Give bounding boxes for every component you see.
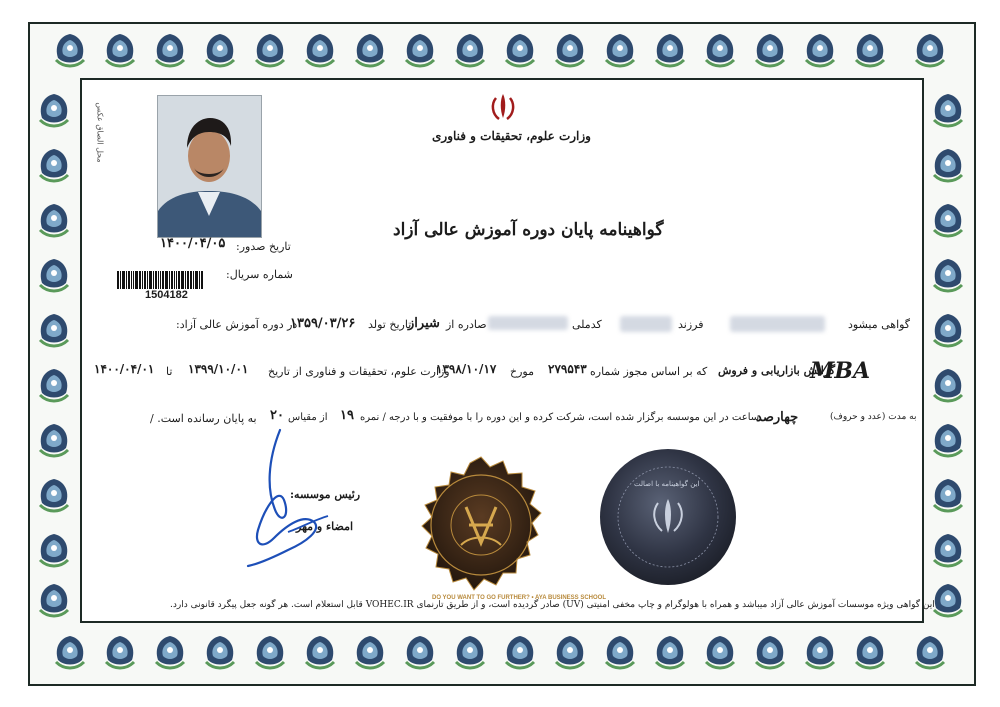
ministry-name: وزارت علوم، تحقیقات و فناوری xyxy=(432,129,591,143)
national-code-redacted xyxy=(488,316,568,330)
line1-city: شیراز xyxy=(408,316,440,331)
line1-birth-date: ۱۳۵۹/۰۳/۲۶ xyxy=(290,316,356,331)
footer-note: این گواهی ویژه موسسات آموزش عالی آزاد میباشد و همراه با هولوگرام و چاپ مخفی امنیتی (UV) صادر گردیده است، و از طریق تارنمای VOHEC.IR قابل استعلام است. هر گونه جعل پیگرد قانونی دارد. xyxy=(170,600,935,610)
program-name: MBA xyxy=(810,358,871,384)
institute-gold-seal xyxy=(406,455,556,605)
photo-note: محل الصاق عکس xyxy=(95,102,105,163)
hours-words: چهارصد xyxy=(756,410,799,425)
line1-tail: در دوره آموزش عالی آزاد: xyxy=(176,318,298,331)
line1-lead: گواهی میشود xyxy=(848,318,911,331)
signature-sign-label: امضاء و مهر xyxy=(296,520,354,533)
line3-tail: به پایان رسانده است. / xyxy=(150,412,257,425)
line1-national-code: کدملی xyxy=(572,318,602,331)
serial-label: شماره سریال: xyxy=(226,268,293,281)
student-photo xyxy=(157,95,262,238)
permit-date: ۱۳۹۸/۱۰/۱۷ xyxy=(436,362,497,376)
end-date: ۱۴۰۰/۰۴/۰۱ xyxy=(94,362,155,376)
line2-dated: مورخ xyxy=(510,365,534,378)
line2-to: تا xyxy=(166,365,173,378)
father-name-redacted xyxy=(620,316,672,332)
name-redacted xyxy=(730,316,825,332)
serial-number: 1504182 xyxy=(145,289,188,301)
line3-out-of: از مقیاس xyxy=(288,412,328,423)
issue-date: ۱۴۰۰/۰۴/۰۵ xyxy=(160,236,226,251)
hologram-seal xyxy=(598,447,738,587)
grade: ۱۹ xyxy=(340,408,354,423)
certificate-title: گواهینامه پایان دوره آموزش عالی آزاد xyxy=(393,220,664,240)
hologram-text: این گواهینامه با اصالت xyxy=(634,480,700,488)
signature-role: رئیس موسسه: xyxy=(290,488,361,501)
permit-number: ۲۷۹۵۴۳ xyxy=(548,362,587,376)
line2-basis: که بر اساس مجوز شماره xyxy=(590,365,708,378)
start-date: ۱۳۹۹/۱۰/۰۱ xyxy=(188,362,249,376)
line1-child-of: فرزند xyxy=(678,318,704,331)
line1-birth-label: تاریخ تولد xyxy=(368,318,412,331)
handwritten-signature xyxy=(228,420,348,570)
duration-label: به مدت (عدد و حروف) xyxy=(830,412,917,422)
gold-seal-text: DO YOU WANT TO GO FURTHER? • AYA BUSINESS SCHOOL xyxy=(432,595,607,601)
line2-ministry: وزارت علوم، تحقیقات و فناوری از تاریخ xyxy=(268,365,450,378)
specialization: گرایش بازاریابی و فروش xyxy=(718,364,836,377)
scale: ۲۰ xyxy=(270,408,284,423)
issue-date-label: تاریخ صدور: xyxy=(236,240,291,253)
serial-barcode xyxy=(117,271,221,289)
line3-text: ساعت در این موسسه برگزار شده است، شرکت کرده و این دوره را با موفقیت و با درجه / نمره xyxy=(360,412,760,423)
line1-issued-from: صادره از xyxy=(446,318,487,331)
iran-emblem-icon xyxy=(489,92,517,122)
